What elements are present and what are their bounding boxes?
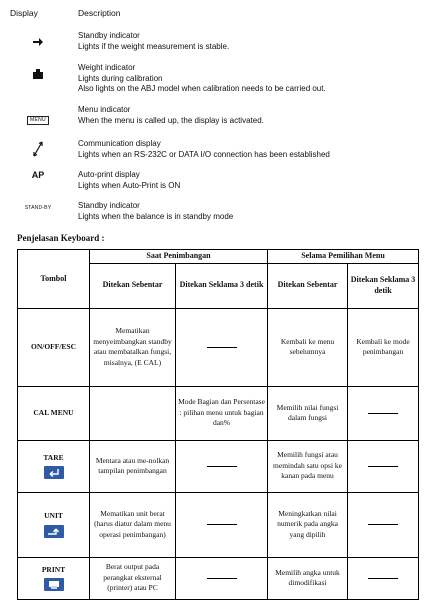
display-item-line: Lights if the weight measurement is stable. bbox=[78, 41, 230, 51]
header-ditekan-sebentar: Ditekan Sebentar bbox=[90, 263, 176, 308]
column-header-description: Description bbox=[78, 8, 121, 18]
table-row bbox=[18, 308, 419, 386]
cell-short-press: Mematikan menyeimbangkan standby atau membatalkan fungsi, misalnya, (E CAL) bbox=[90, 308, 176, 386]
tare-key-icon bbox=[44, 466, 64, 479]
ap-icon: AP bbox=[31, 170, 45, 180]
cell-short-press: Berat output pada perangkat eksternal (printer) atau PC bbox=[90, 557, 176, 599]
cell-long-press bbox=[176, 492, 268, 557]
header-ditekan-3-detik: Ditekan Seklama 3 detik bbox=[176, 263, 268, 308]
display-item-title: Standby indicator bbox=[78, 31, 140, 40]
cell-long-press: Mode Bagian dan Persentase : pilihan menu untuk bagian dan% bbox=[176, 386, 268, 440]
key-tare: TARE bbox=[43, 452, 64, 462]
menu-icon: MENU bbox=[10, 108, 66, 126]
cell-menu-short-press: Memilih fungsi atau memindah satu opsi ke kanan pada menu bbox=[268, 440, 348, 492]
dash-line bbox=[368, 524, 398, 525]
display-item-title: Menu indicator bbox=[78, 105, 131, 114]
key-print-cell bbox=[18, 557, 90, 599]
cell-menu-long-press bbox=[348, 386, 419, 440]
table-row bbox=[18, 440, 419, 492]
dash-line bbox=[368, 413, 398, 414]
display-item-line: Lights when an RS-232C or DATA I/O connection has been established bbox=[78, 149, 330, 159]
print-key-icon bbox=[44, 578, 64, 591]
display-item-line: Lights when the balance is in standby mode bbox=[78, 211, 234, 221]
display-item-title: Standby indicator bbox=[78, 201, 140, 210]
cell-menu-long-press bbox=[348, 557, 419, 599]
cell-menu-short-press: Memilih angka untuk dimodifikasi bbox=[268, 557, 348, 599]
dash-line bbox=[207, 524, 237, 525]
display-item-line: When the menu is called up, the display is activated. bbox=[78, 115, 264, 125]
header-saat-penimbangan: Saat Penimbangan bbox=[90, 250, 268, 264]
keyboard-section-title: Penjelasan Keyboard : bbox=[17, 233, 105, 243]
communication-icon bbox=[10, 140, 66, 163]
key-on-off-esc: ON/OFF/ESC bbox=[18, 308, 90, 386]
display-item-text bbox=[78, 139, 330, 160]
arrow-right-icon bbox=[10, 33, 66, 51]
header-ditekan-3-detik: Ditekan Seklama 3 detik bbox=[348, 263, 419, 308]
unit-key-icon bbox=[44, 525, 64, 538]
display-item-title: Communication display bbox=[78, 139, 161, 148]
dash-line bbox=[368, 466, 398, 467]
key-unit: UNIT bbox=[44, 511, 63, 521]
table-row bbox=[18, 386, 419, 440]
cell-long-press bbox=[176, 308, 268, 386]
table-row bbox=[18, 557, 419, 599]
display-item-title: Auto-print display bbox=[78, 170, 140, 179]
display-item-text bbox=[78, 201, 233, 222]
display-item-line: Lights when Auto-Print is ON bbox=[78, 180, 181, 190]
cell-long-press bbox=[176, 557, 268, 599]
key-unit-cell bbox=[18, 492, 90, 557]
standby-text-icon: STAND-BY bbox=[24, 205, 52, 211]
cell-menu-short-press: Kembali ke menu sebelumnya bbox=[268, 308, 348, 386]
dash-line bbox=[207, 466, 237, 467]
cell-menu-long-press bbox=[348, 440, 419, 492]
cell-short-press: Mentara atau me-nolkan tampilan penimbangan bbox=[90, 440, 176, 492]
display-item-text bbox=[78, 31, 229, 52]
dash-line bbox=[207, 578, 237, 579]
display-item-line: Also lights on the ABJ model when calibration needs to be carried out. bbox=[78, 84, 326, 93]
display-item-text bbox=[78, 63, 326, 95]
cell-menu-long-press: Kembali ke mode penimbangan bbox=[348, 308, 419, 386]
column-header-display: Display bbox=[10, 8, 38, 18]
dash-line bbox=[368, 578, 398, 579]
header-tombol: Tombol bbox=[18, 250, 90, 309]
cell-short-press bbox=[90, 386, 176, 440]
cell-menu-long-press bbox=[348, 492, 419, 557]
keyboard-table bbox=[17, 249, 419, 600]
header-selama-pemilihan-menu: Selama Pemilihan Menu bbox=[268, 250, 419, 264]
display-item-line: Lights during calibration bbox=[78, 73, 163, 83]
weight-icon bbox=[10, 66, 66, 84]
cell-menu-short-press: Meningkatkan nilai numerik pada angka yang dipilih bbox=[268, 492, 348, 557]
display-item-text bbox=[78, 170, 180, 191]
table-row bbox=[18, 492, 419, 557]
cell-long-press bbox=[176, 440, 268, 492]
key-print: PRINT bbox=[41, 564, 66, 574]
cell-short-press: Mematikan unit berat (harus diatur dalam menu operasi penimbangan) bbox=[90, 492, 176, 557]
header-ditekan-sebentar: Ditekan Sebentar bbox=[268, 263, 348, 308]
dash-line bbox=[207, 347, 237, 348]
display-item-text bbox=[78, 105, 264, 126]
key-tare-cell bbox=[18, 440, 90, 492]
display-item-title: Weight indicator bbox=[78, 63, 136, 72]
key-cal-menu: CAL MENU bbox=[18, 386, 90, 440]
cell-menu-short-press: Memilih nilai fungsi dalam fungsi bbox=[268, 386, 348, 440]
